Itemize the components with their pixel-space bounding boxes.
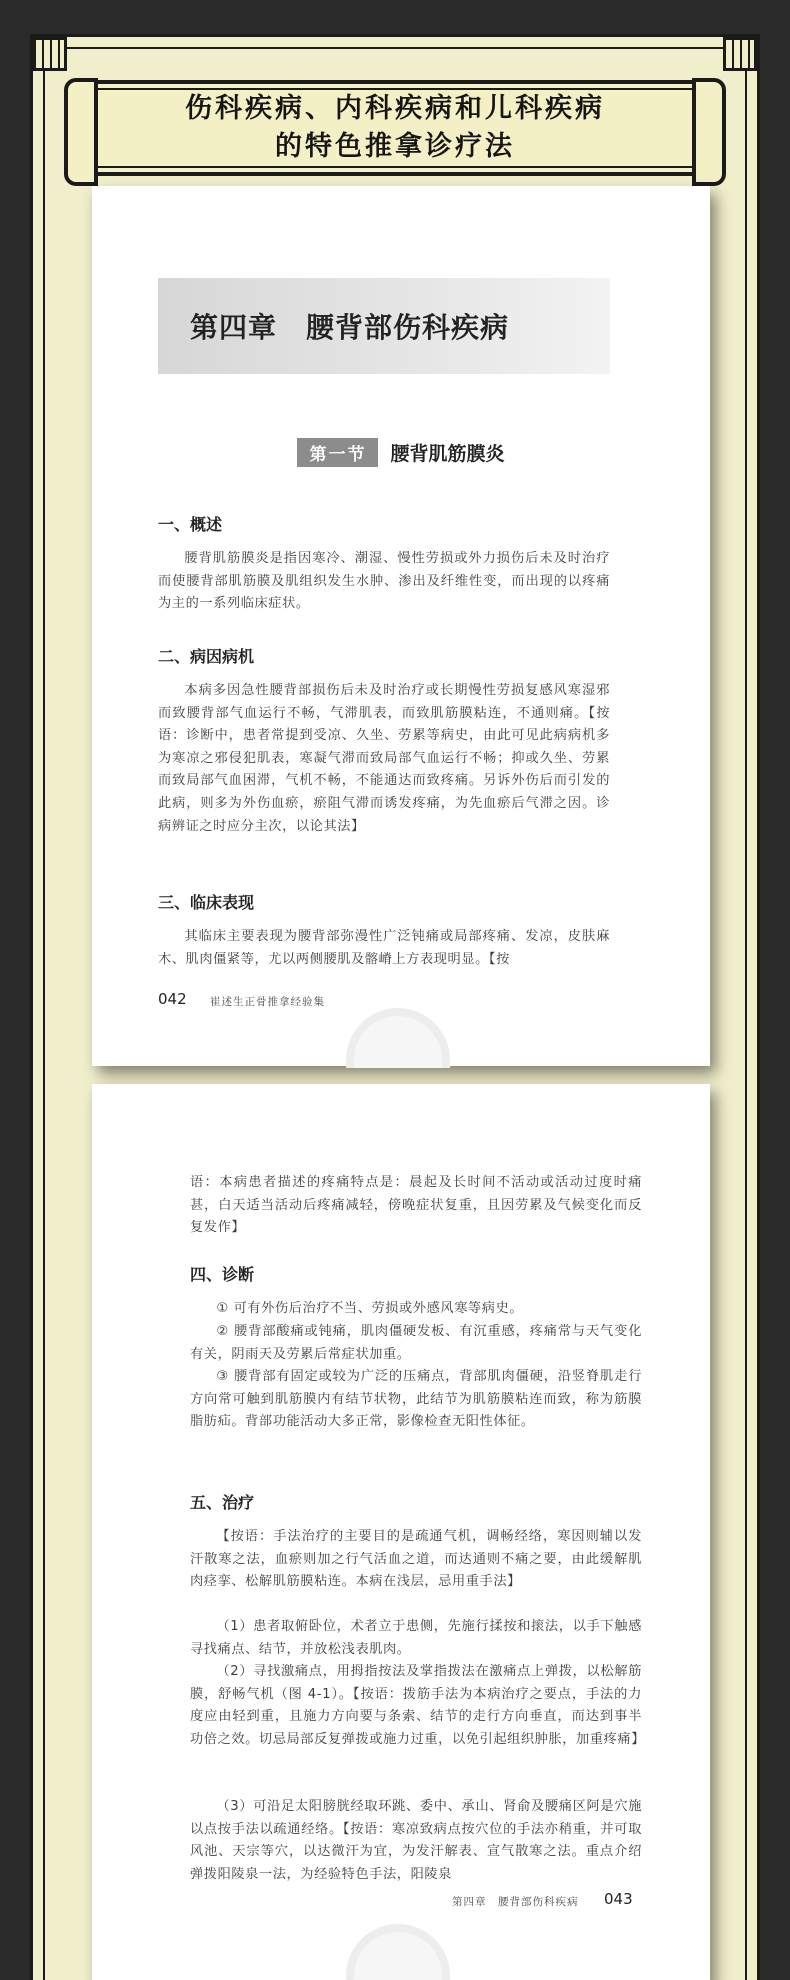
treatment-step-2: （2）寻找激痛点，用拇指按法及掌指拨法在激痛点上弹拨，以松解筋膜，舒畅气机（图 4-1）。【按语：拨筋手法为本病治疗之要点，手法的力度应由轻到重，且施力方向要与条索、结节的走行方向垂直，而达到事半功倍之效。切忌局部反复弹拨或施力过重，以免引起组织肿胀，加重疼痛】 (190, 1664, 645, 1747)
section-title: 腰背肌筋膜炎 (390, 443, 505, 465)
diagnosis-item-2: ② 腰背部酸痛或钝痛，肌肉僵硬发板、有沉重感，疼痛常与天气变化有关，阴雨天及劳累后常症状加重。 (190, 1324, 642, 1362)
section-badge: 第一节 (297, 438, 378, 467)
banner-title-line2: 的特色推拿诊疗法 (275, 131, 515, 162)
treatment-step-1: （1）患者取俯卧位，术者立于患侧，先施行揉按和㨰法，以手下触感寻找痛点、结节，并放松浅表肌肉。 (190, 1619, 642, 1657)
banner-ornament-right (692, 78, 726, 186)
book-page-042 (92, 186, 710, 1066)
heading-clinical: 三、临床表现 (158, 893, 255, 912)
paragraph-continued: 语：本病患者描述的疼痛特点是：晨起及长时间不活动或活动过度时痛甚，白天适当活动后疼痛减轻，傍晚症状复重，且因劳累及气候变化而反复发作】 (190, 1175, 642, 1236)
corner-ornament-right (723, 37, 757, 71)
page-seal-watermark (346, 1924, 450, 1980)
diagnosis-item-1: ① 可有外伤后治疗不当、劳损或外感风寒等病史。 (216, 1301, 524, 1316)
heading-overview: 一、概述 (158, 515, 223, 534)
page-number: 042 (158, 990, 187, 1008)
section-heading (92, 438, 710, 467)
paragraph-etiology: 本病多因急性腰背部损伤后未及时治疗或长期慢性劳损复感风寒湿邪而致腰背部气血运行不畅，气滞肌表，而致肌筋膜粘连，不通则痛。【按语：诊断中，患者常提到受凉、久坐、劳累等病史，由此可见此病病机多为寒凉之邪侵犯肌表，寒凝气滞而致局部气血运行不畅；抑或久坐、劳累而致局部气血困滞，气机不畅，不能通达而致疼痛。另诉外伤后而引发的此病，则多为外伤血瘀，瘀阻气滞而诱发疼痛，为先血瘀后气滞之因。诊病辨证之时应分主次，以论其法】 (158, 683, 610, 834)
treatment-note: 【按语：手法治疗的主要目的是疏通气机，调畅经络，寒因则辅以发汗散寒之法，血瘀则加之行气活血之道，而达通则不痛之要，由此缓解肌肉痉挛、松解肌筋膜粘连。本病在浅层，忌用重手法】 (190, 1529, 642, 1590)
page-number: 043 (604, 1890, 633, 1908)
title-banner (84, 80, 706, 176)
heading-diagnosis: 四、诊断 (190, 1265, 255, 1284)
heading-treatment: 五、治疗 (190, 1493, 255, 1512)
chapter-heading-box (158, 278, 610, 374)
book-page-043 (92, 1084, 710, 1980)
paragraph-overview: 腰背肌筋膜炎是指因寒冷、潮湿、慢性劳损或外力损伤后未及时治疗而使腰背部肌筋膜及肌组织发生水肿、渗出及纤维性变，而出现的以疼痛为主的一系列临床症状。 (158, 551, 610, 612)
banner-ornament-left (64, 78, 98, 186)
running-footer: 崔述生正骨推拿经验集 (210, 996, 325, 1008)
treatment-step-3: （3）可沿足太阳膀胱经取环跳、委中、承山、肾俞及腰痛区阿是穴施以点按手法以疏通经络。【按语：寒凉致病点按穴位的手法亦稍重，并可取风池、天宗等穴，以达微汗为宜，为发汗解表、宣气散寒之法。重点介绍弹拨阳陵泉一法，为经验特色手法，阳陵泉 (190, 1799, 642, 1882)
diagnosis-item-3: ③ 腰背部有固定或较为广泛的压痛点，背部肌肉僵硬，沿竖脊肌走行方向常可触到肌筋膜内有结节状物，此结节为肌筋膜粘连而致，称为筋膜脂肪疝。背部功能活动大多正常，影像检查无阳性体征。 (190, 1369, 642, 1430)
heading-etiology: 二、病因病机 (158, 647, 255, 666)
banner-title-line1: 伤科疾病、内科疾病和儿科疾病 (185, 93, 605, 124)
running-footer: 第四章 腰背部伤科疾病 (452, 1896, 579, 1908)
paragraph-clinical: 其临床主要表现为腰背部弥漫性广泛钝痛或局部疼痛、发凉，皮肤麻木、肌肉僵紧等，尤以两侧腰肌及髂嵴上方表现明显。【按 (158, 929, 610, 967)
corner-ornament-left (33, 37, 67, 71)
chapter-title: 第四章 腰背部伤科疾病 (190, 311, 510, 344)
page-seal-watermark (346, 1008, 450, 1068)
